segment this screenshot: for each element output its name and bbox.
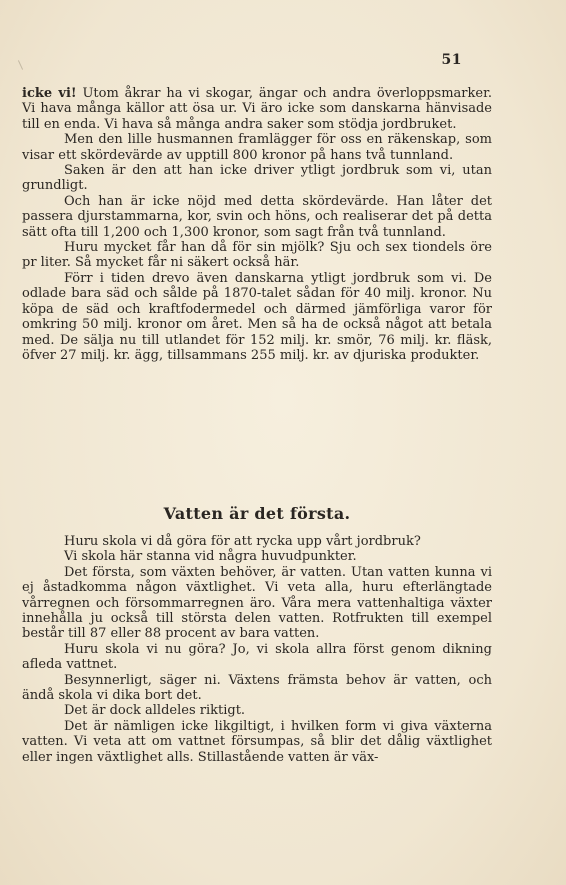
continued-words: icke vi!	[22, 86, 77, 101]
paragraph: Förr i tiden drevo även danskarna ytligt jordbruk som vi. De odlade bara säd och sålde på 1870-talet sådan för 40 milj. kronor. Nu köpa de säd och kraftfodermedel och därmed jämförliga varor för omkring 50 milj. kronor om året. Men så ha de också något att betala med. De sälja nu till utlandet för 152 milj. kr. smör, 76 milj. kr. fläsk, öfver 27 milj. kr. ägg, tillsammans 255 milj. kr. av djuriska produkter.	[22, 270, 492, 363]
page-number: 51	[441, 52, 462, 68]
paragraph-continuation	[22, 86, 492, 132]
paragraph: Det är dock alldeles riktigt.	[64, 703, 246, 719]
paragraph: Men den lille husmannen framlägger för oss en räkenskap, som visar ett skördevärde av upptill 800 kronor på hans två tunnland.	[22, 132, 492, 163]
paragraph: Huru skola vi då göra för att rycka upp vårt jordbruk?	[64, 534, 421, 549]
top-text-block	[22, 86, 492, 363]
paragraph: Huru mycket får han då för sin mjölk? Sju och sex tiondels öre pr liter. Så mycket får ni säkert också här.	[22, 240, 492, 271]
page-blemish	[18, 60, 23, 69]
paragraph: Besynnerligt, säger ni. Växtens främsta behov är vatten, och ändå skola vi dika bort det.	[22, 672, 492, 704]
section-heading: Vatten är det första.	[163, 504, 351, 523]
section-text-block	[22, 534, 492, 765]
paragraph: Saken är den att han icke driver ytligt jordbruk som vi, utan grundligt.	[22, 163, 492, 194]
paragraph: Och han är icke nöjd med detta skördevärde. Han låter det passera djurstammarna, kor, svin och höns, och realiserar det på detta sätt ofta till 1,200 och 1,300 kronor, som sagt från två tunnland.	[22, 193, 492, 240]
paragraph: Huru skola vi nu göra? Jo, vi skola allra först genom dikning afleda vattnet.	[22, 641, 492, 673]
paragraph-text: Utom åkrar ha vi skogar, ängar och andra överloppsmarker. Vi hava många källor att ösa ur. Vi äro icke som danskarna hänvisade till en enda. Vi hava så många andra saker som stödja jordbruket.	[22, 86, 492, 132]
paragraph: Det är nämligen icke likgiltigt, i hvilken form vi giva växterna vatten. Vi veta att om vattnet försumpas, så blir det dålig växtlighet eller ingen växtlighet alls. Stillastående vatten är väx-	[22, 718, 492, 765]
paragraph: Vi skola här stanna vid några huvudpunkter.	[64, 549, 357, 565]
paragraph: Det första, som växten behöver, är vatten. Utan vatten kunna vi ej åstadkomma någon växtlighet. Vi veta alla, huru efterlängtade vårregnen och försommarregnen äro. Våra mera vattenhaltiga växter innehålla ju också till största delen vatten. Rotfrukten till exempel består till 87 eller 88 procent av bara vatten.	[22, 564, 492, 642]
